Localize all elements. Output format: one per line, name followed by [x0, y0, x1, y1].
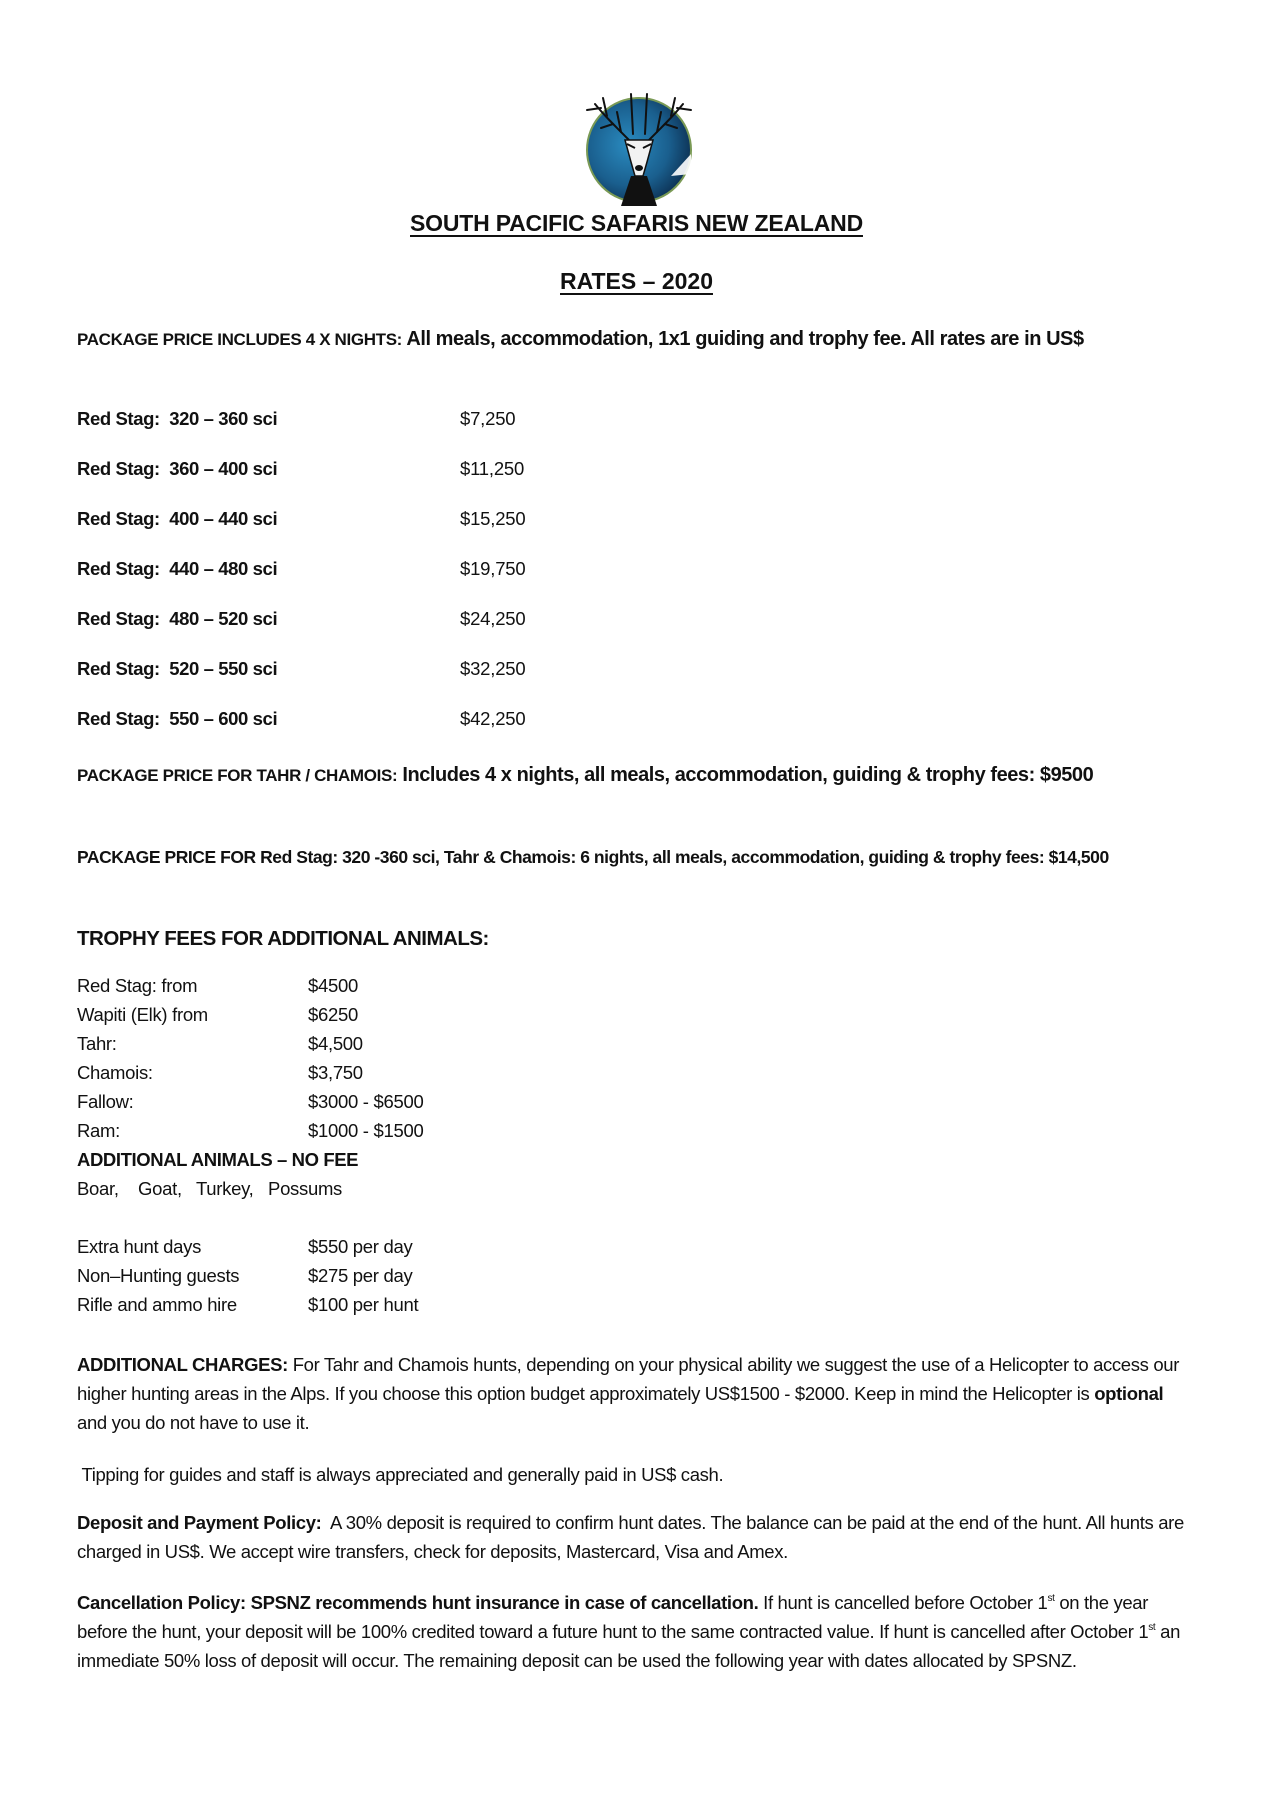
rate-row — [77, 708, 677, 736]
deposit-policy-text: A 30% deposit is required to confirm hunt dates. The balance can be paid at the end of the hunt. All hunts are charged in US$. We accept wire transfers, check for deposits, Mastercard, Visa and Amex. — [77, 1512, 1189, 1562]
rate-price: $32,250 — [460, 658, 526, 679]
no-fee-animals: Boar, Goat, Turkey, Possums — [77, 1178, 343, 1199]
stag-head-logo-icon — [573, 84, 705, 206]
trophy-fee-row — [77, 1062, 677, 1091]
cancellation-text-3: an immediate 50% loss of deposit will occur. The remaining deposit can be used the following year with dates allocated by SPSNZ. — [77, 1621, 1181, 1671]
trophy-animal: Chamois: — [77, 1062, 153, 1083]
trophy-fee: $3,750 — [308, 1062, 363, 1083]
trophy-fee: $4500 — [308, 975, 358, 996]
package-intro-text: All meals, accommodation, 1x1 guiding and trophy fee. All rates are in US$ — [402, 328, 1084, 350]
trophy-fees-heading: TROPHY FEES FOR ADDITIONAL ANIMALS: — [77, 927, 489, 950]
rate-price: $42,250 — [460, 708, 526, 729]
cancellation-text-1: If hunt is cancelled before October 1 — [758, 1592, 1048, 1613]
rate-price: $15,250 — [460, 508, 526, 529]
tahr-chamois-lead: PACKAGE PRICE FOR TAHR / CHAMOIS: — [77, 766, 398, 785]
rate-price: $11,250 — [460, 458, 525, 479]
package-intro — [77, 324, 1197, 355]
rate-row — [77, 508, 677, 536]
document-title: SOUTH PACIFIC SAFARIS NEW ZEALAND — [410, 210, 863, 236]
rate-label: Red Stag: 480 – 520 sci — [77, 608, 278, 629]
additional-charges-text: For Tahr and Chamois hunts, depending on your physical ability we suggest the use of a Helicopter to access our higher hunting areas in the Alps. If you choose this option budget approximately US$1500 - $2000. Keep in mind the Helicopter is — [77, 1354, 1180, 1404]
rate-row — [77, 458, 677, 486]
tipping-note: Tipping for guides and staff is always appreciated and generally paid in US$ cash. — [77, 1464, 724, 1485]
tahr-chamois-text: Includes 4 x nights, all meals, accommodation, guiding & trophy fees: $9500 — [397, 764, 1094, 786]
rate-label: Red Stag: 400 – 440 sci — [77, 508, 278, 529]
trophy-animal: Ram: — [77, 1120, 120, 1141]
cancellation-text-2: on the year before the hunt, your deposit will be 100% credited toward a future hunt to the same contracted value. If hunt is cancelled after October 1 — [77, 1592, 1149, 1642]
extra-value: $550 per day — [308, 1236, 413, 1257]
cancellation-policy-lead: Cancellation Policy: SPSNZ recommends hunt insurance in case of cancellation. — [77, 1592, 759, 1613]
trophy-animal: Fallow: — [77, 1091, 134, 1112]
trophy-fee-row — [77, 1033, 677, 1062]
trophy-fee: $3000 - $6500 — [308, 1091, 424, 1112]
rate-price: $24,250 — [460, 608, 526, 629]
trophy-fee: $1000 - $1500 — [308, 1120, 424, 1141]
extra-label: Non–Hunting guests — [77, 1265, 240, 1286]
deposit-policy-lead: Deposit and Payment Policy: — [77, 1512, 322, 1533]
trophy-fee-row — [77, 975, 677, 1004]
rate-row — [77, 658, 677, 686]
extra-label: Rifle and ammo hire — [77, 1294, 237, 1315]
rate-label: Red Stag: 520 – 550 sci — [77, 658, 278, 679]
document-subtitle: RATES – 2020 — [560, 268, 713, 294]
no-fee-heading: ADDITIONAL ANIMALS – NO FEE — [77, 1149, 359, 1170]
tahr-chamois-package — [77, 760, 1197, 791]
extra-value: $275 per day — [308, 1265, 413, 1286]
trophy-fee-row — [77, 1091, 677, 1120]
rate-label: Red Stag: 360 – 400 sci — [77, 458, 278, 479]
optional-emphasis: optional — [1094, 1383, 1164, 1404]
rate-price: $7,250 — [460, 408, 516, 429]
extra-label: Extra hunt days — [77, 1236, 202, 1257]
extra-charge-row — [77, 1236, 677, 1265]
rate-row — [77, 408, 677, 436]
rate-label: Red Stag: 550 – 600 sci — [77, 708, 278, 729]
rate-label: Red Stag: 320 – 360 sci — [77, 408, 278, 429]
additional-charges-lead: ADDITIONAL CHARGES: — [77, 1354, 288, 1375]
package-intro-lead: PACKAGE PRICE INCLUDES 4 X NIGHTS: — [77, 330, 402, 349]
deposit-policy — [77, 1508, 1197, 1566]
trophy-fee: $4,500 — [308, 1033, 363, 1054]
trophy-animal: Tahr: — [77, 1033, 117, 1054]
additional-charges — [77, 1350, 1197, 1437]
trophy-fee: $6250 — [308, 1004, 358, 1025]
rate-row — [77, 608, 677, 636]
extra-charge-row — [77, 1294, 677, 1323]
cancellation-policy — [77, 1588, 1197, 1675]
extra-value: $100 per hunt — [308, 1294, 419, 1315]
ordinal-suffix: st — [1148, 1622, 1156, 1633]
rate-row — [77, 558, 677, 586]
trophy-animal: Wapiti (Elk) from — [77, 1004, 208, 1025]
rate-label: Red Stag: 440 – 480 sci — [77, 558, 278, 579]
additional-charges-text-end: and you do not have to use it. — [77, 1412, 310, 1433]
rate-price: $19,750 — [460, 558, 526, 579]
trophy-fee-row — [77, 1004, 677, 1033]
trophy-fee-row — [77, 1120, 677, 1149]
combined-package: PACKAGE PRICE FOR Red Stag: 320 -360 sci, Tahr & Chamois: 6 nights, all meals, accommodation, guiding & trophy fees: $14,500 — [77, 847, 1109, 867]
ordinal-suffix: st — [1047, 1593, 1055, 1604]
trophy-animal: Red Stag: from — [77, 975, 198, 996]
extra-charge-row — [77, 1265, 677, 1294]
